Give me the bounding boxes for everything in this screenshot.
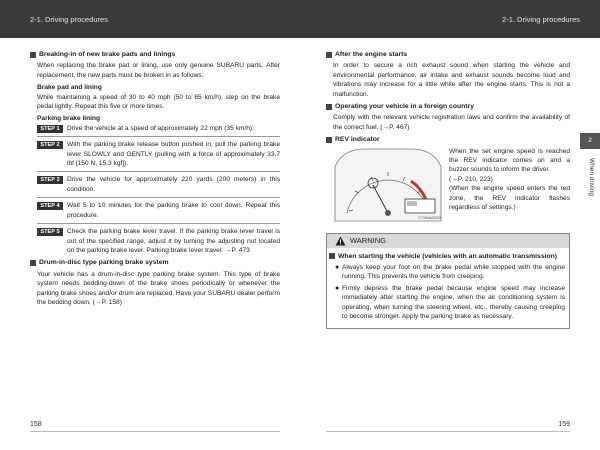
step-badge: STEP 3 <box>37 176 63 184</box>
subheading: Brake pad and lining <box>37 84 102 92</box>
footer-rule-left <box>30 431 280 432</box>
step-text: With the parking brake release button pushed in, pull the parking brake lever SLOWLY and GENTLY (pulling with a force of approximately 33.7 lbf [150 N, 15.3 kgf]). <box>67 141 280 168</box>
step-text: Drive the vehicle at a speed of approximately 22 mph (35 km/h). <box>67 124 254 132</box>
paragraph: While maintaining a speed of 30 to 40 mph (50 to 65 km/h), step on the brake pedal lightly. Repeat this five or more times. <box>37 93 280 111</box>
bullet-dot-icon: ● <box>335 284 340 292</box>
section-heading: After the engine starts <box>326 50 570 59</box>
step-item <box>30 201 280 220</box>
step-item <box>30 140 280 168</box>
paragraph: When the set engine speed is reached the REV indicator comes on and a buzzer sounds to inform the driver. <box>449 147 570 174</box>
chapter-side-label <box>583 158 597 218</box>
warning-header <box>327 234 569 248</box>
image-code: CT40AW003 <box>418 215 441 221</box>
bullet-dot-icon: ● <box>335 264 340 272</box>
paragraph: Your vehicle has a drum-in-disc type parking brake system. This type of brake system needs bedding-down of the brake shoes periodically or whenever the parking brake shoes and/or drum are replaced. Have your SUBARU dealer perform the bedding down. (→P. 158) <box>37 270 280 306</box>
step-text: Wait 5 to 10 minutes for the parking brake to cool down. Repeat this procedure. <box>67 202 280 219</box>
section-heading: Operating your vehicle in a foreign country <box>326 102 570 111</box>
right-running-title: 2-1. Driving procedures <box>502 15 580 24</box>
square-bullet-icon <box>326 104 332 110</box>
chapter-tab-number: 2 <box>588 137 592 144</box>
step-badge: STEP 4 <box>37 202 63 210</box>
reference[interactable]: (→P. 210, 223) <box>449 175 493 183</box>
section-heading: Breaking-in of new brake pads and linings <box>30 50 280 59</box>
step-text: Drive the vehicle for approximately 220 yards (200 meters) in this condition. <box>67 176 280 193</box>
warning-bullet: ● Always keep your foot on the brake pedal while stopped with the engine running. This prevents the vehicle from creeping. <box>335 264 565 281</box>
step-badge: STEP 5 <box>37 228 63 236</box>
square-bullet-icon <box>30 52 36 58</box>
divider <box>37 197 280 198</box>
paragraph: When replacing the brake pad or lining, use only genuine SUBARU parts. After replacement, the new parts must be broken in as follows. <box>37 62 280 79</box>
left-running-title: 2-1. Driving procedures <box>30 15 108 24</box>
divider <box>37 223 280 224</box>
step-item <box>30 227 280 255</box>
rev-indicator-block <box>326 147 570 225</box>
header-bar <box>0 0 600 38</box>
paragraph: In order to secure a rich exhaust sound when starting the vehicle and environmental performance, air intake and exhaust sounds become loud and vibrations may increase for a little while after the engine starts. This is not a malfunction. <box>333 62 570 98</box>
step-text: Check the parking brake lever travel. If the parking brake lever travel is out of the specified range, adjust it by turning the adjusting nut located on the parking brake lever. Parking brake lever travel: →P. 473 <box>67 228 280 254</box>
subheading: Parking brake lining <box>37 115 101 123</box>
section-heading: REV indicator <box>326 135 570 144</box>
divider <box>37 171 280 172</box>
square-bullet-icon <box>30 260 36 266</box>
page-number-left: 158 <box>30 421 42 428</box>
step-item <box>30 124 280 133</box>
warning-title: When starting the vehicle (vehicles with an automatic transmission) <box>329 252 565 261</box>
warning-label: WARNING <box>350 235 386 245</box>
footer-rule-right <box>326 431 570 432</box>
paragraph: (When the engine speed enters the red zone, the REV indicator flashes regardless of settings.) <box>449 185 570 212</box>
chapter-side-label-text: When driving <box>588 158 595 196</box>
paragraph: Comply with the relevant vehicle registration laws and confirm the availability of the correct fuel. (→P. 467) <box>333 114 570 131</box>
square-bullet-icon <box>329 253 335 259</box>
step-badge: STEP 2 <box>37 141 63 149</box>
left-page-column <box>30 50 280 310</box>
right-page-column <box>326 50 570 329</box>
chapter-tab[interactable] <box>580 133 600 149</box>
warning-triangle-icon <box>335 236 346 246</box>
square-bullet-icon <box>326 137 332 143</box>
tachometer-illustration <box>333 147 443 225</box>
rev-indicator-text <box>443 147 570 225</box>
step-item <box>30 175 280 194</box>
warning-bullet: ● Firmly depress the brake pedal because engine speed may increase immediately after starting the engine, when the air conditioning system is operating, when turning the steering wheel, etc., thereby causing creeping to become stronger. Apply the parking brake as necessary. <box>335 284 565 321</box>
step-badge: STEP 1 <box>37 125 63 133</box>
divider <box>37 136 280 137</box>
square-bullet-icon <box>326 52 332 58</box>
page-number-right: 159 <box>558 421 570 428</box>
warning-box <box>326 233 570 329</box>
warning-body <box>327 248 569 328</box>
section-heading: Drum-in-disc type parking brake system <box>30 258 280 267</box>
